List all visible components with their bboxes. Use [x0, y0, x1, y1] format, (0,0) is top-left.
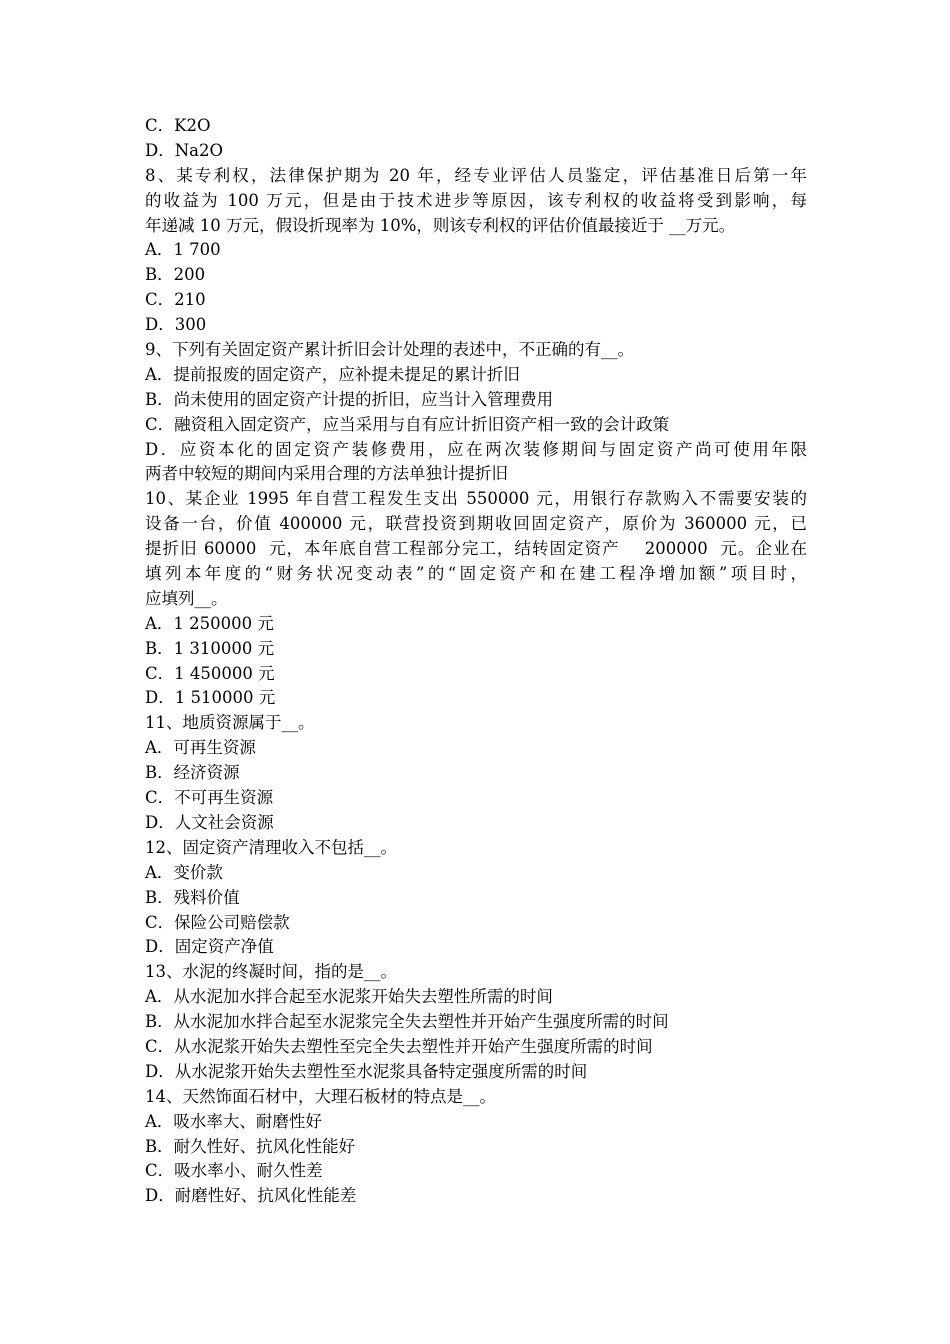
question-8-line: 年递减 10 万元，假设折现率为 10%，则该专利权的评估价值最接近于 __万元。	[145, 215, 736, 235]
option-line: C．吸水率小、耐久性差	[145, 1161, 323, 1181]
option-line: C．不可再生资源	[145, 788, 274, 808]
option-line: C．1 450000 元	[145, 663, 275, 683]
option-line: B．200	[145, 265, 206, 285]
question-8-line: 的收益为 100 万元，但是由于技术进步等原因，该专利权的收益将受到影响，每	[145, 190, 807, 210]
option-line: A．可再生资源	[145, 738, 256, 758]
option-line: B．经济资源	[145, 763, 240, 783]
question-12-line: 12、固定资产清理收入不包括__。	[145, 837, 397, 857]
question-14-line: 14、天然饰面石材中，大理石板材的特点是__。	[145, 1086, 496, 1106]
option-line: D．Na2O	[145, 140, 224, 160]
option-line: C．从水泥浆开始失去塑性至完全失去塑性并开始产生强度所需的时间	[145, 1036, 653, 1056]
option-line: D．应资本化的固定资产装修费用，应在两次装修期间与固定资产尚可使用年限	[145, 439, 807, 459]
option-line: A．吸水率大、耐磨性好	[145, 1111, 322, 1131]
question-10-line: 提折旧 60000 元，本年底自营工程部分完工，结转固定资产 200000 元。企业在	[145, 539, 807, 559]
option-line: D．固定资产净值	[145, 937, 274, 957]
option-line: D．300	[145, 315, 207, 335]
option-line: B．残料价值	[145, 887, 240, 907]
option-line: B．尚未使用的固定资产计提的折旧，应当计入管理费用	[145, 389, 554, 409]
question-10-line: 填列本年度的“财务状况变动表”的“固定资产和在建工程净增加额”项目时，	[145, 564, 807, 584]
option-line: C．保险公司赔偿款	[145, 912, 290, 932]
document-page	[145, 114, 807, 1209]
option-line: A．1 700	[145, 240, 221, 260]
option-line: B．从水泥加水拌合起至水泥浆完全失去塑性并开始产生强度所需的时间	[145, 1012, 669, 1032]
question-11-line: 11、地质资源属于__。	[145, 713, 315, 733]
question-8-line: 8、某专利权，法律保护期为 20 年，经专业评估人员鉴定，评估基准日后第一年	[145, 165, 807, 185]
option-line: C．融资租入固定资产，应当采用与自有应计折旧资产相一致的会计政策	[145, 414, 670, 434]
option-line: B．耐久性好、抗风化性能好	[145, 1136, 356, 1156]
question-10-line: 设备一台，价值 400000 元，联营投资到期收回固定资产，原价为 360000 元，已	[145, 514, 807, 534]
option-line: A．提前报废的固定资产，应补提未提足的累计折旧	[145, 364, 520, 384]
question-10-line: 10、某企业 1995 年自营工程发生支出 550000 元，用银行存款购入不需要安装的	[145, 489, 807, 509]
option-line: A．从水泥加水拌合起至水泥浆开始失去塑性所需的时间	[145, 987, 553, 1007]
option-line: A．变价款	[145, 862, 223, 882]
option-line: D．从水泥浆开始失去塑性至水泥浆具备特定强度所需的时间	[145, 1061, 588, 1081]
option-line: C．K2O	[145, 116, 211, 135]
option-line: D．耐磨性好、抗风化性能差	[145, 1186, 357, 1206]
question-13-line: 13、水泥的终凝时间，指的是__。	[145, 962, 397, 982]
option-line: D．1 510000 元	[145, 688, 276, 708]
question-9-line: 9、下列有关固定资产累计折旧会计处理的表述中，不正确的有__。	[145, 340, 634, 360]
option-line: C．210	[145, 290, 206, 310]
option-line: 两者中较短的期间内采用合理的方法单独计提折旧	[145, 464, 508, 484]
option-line: A．1 250000 元	[145, 613, 274, 633]
question-10-line: 应填列__。	[145, 588, 228, 608]
option-line: D．人文社会资源	[145, 812, 274, 832]
option-line: B．1 310000 元	[145, 638, 275, 658]
